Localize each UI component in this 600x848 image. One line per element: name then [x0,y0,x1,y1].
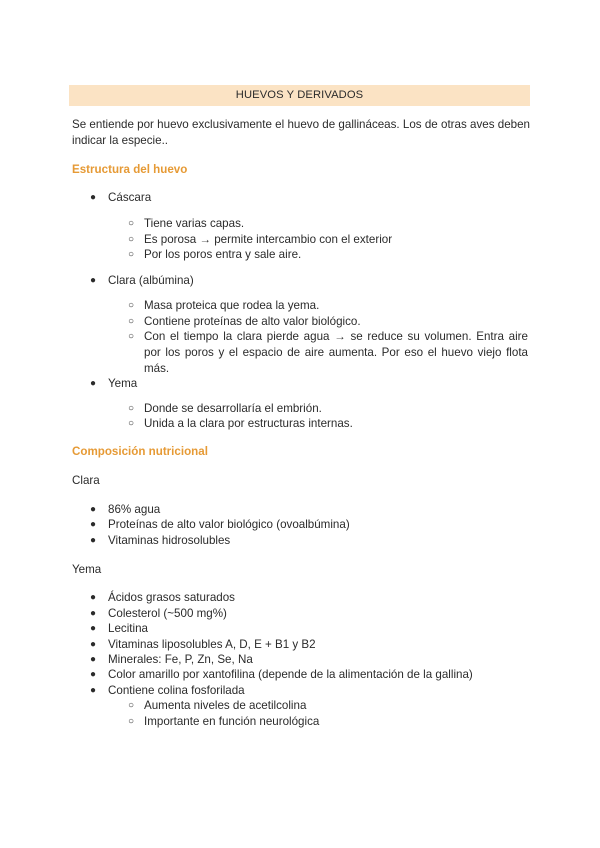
sub-list-item: Importante en función neurológica [144,715,320,728]
sub-bullet-icon: ○ [128,300,135,311]
bullet-icon: ● [90,639,97,650]
bullet-icon: ● [90,669,97,680]
sub-bullet-icon: ○ [128,234,135,245]
list-item: Lecitina [108,622,148,635]
list-item: Clara (albúmina) [108,274,194,287]
clara-label: Clara [72,474,100,487]
sub-list-item: Donde se desarrollaría el embrión. [144,402,322,415]
section-heading-composicion: Composición nutricional [72,445,208,458]
list-item: Contiene colina fosforilada [108,684,245,697]
bullet-icon: ● [90,504,97,515]
bullet-icon: ● [90,608,97,619]
sub-bullet-icon: ○ [128,331,135,342]
bullet-icon: ● [90,275,97,286]
list-item: Color amarillo por xantofilina (depende de la alimentación de la gallina) [108,668,473,681]
list-item: Cáscara [108,191,152,204]
list-item: Vitaminas hidrosolubles [108,534,231,547]
sub-bullet-icon: ○ [128,716,135,727]
section-heading-estructura: Estructura del huevo [72,163,188,176]
sub-bullet-icon: ○ [128,249,135,260]
list-item: 86% agua [108,503,161,516]
list-item: Yema [108,377,138,390]
sub-list-item: Es porosa → permite intercambio con el exterior [144,233,393,246]
list-item: Proteínas de alto valor biológico (ovoalbúmina) [108,518,350,531]
sub-list-item: Aumenta niveles de acetilcolina [144,699,307,712]
list-item: Ácidos grasos saturados [108,591,235,604]
bullet-icon: ● [90,654,97,665]
sub-bullet-icon: ○ [128,218,135,229]
intro-paragraph: Se entiende por huevo exclusivamente el huevo de gallináceas. Los de otras aves deben indicar la especie.. [72,118,530,147]
bullet-icon: ● [90,519,97,530]
bullet-icon: ● [90,592,97,603]
document-title: HUEVOS Y DERIVADOS [69,85,530,106]
sub-bullet-icon: ○ [128,403,135,414]
list-item: Minerales: Fe, P, Zn, Se, Na [108,653,253,666]
yema-label: Yema [72,563,102,576]
sub-list-item: Con el tiempo la clara pierde agua → se reduce su volumen. Entra aire por los poros y el espacio de aire aumenta. Por eso el huevo viejo flota más. [144,330,528,375]
list-item: Vitaminas liposolubles A, D, E + B1 y B2 [108,638,316,651]
sub-list-item: Tiene varias capas. [144,217,245,230]
sub-bullet-icon: ○ [128,418,135,429]
bullet-icon: ● [90,685,97,696]
bullet-icon: ● [90,192,97,203]
sub-bullet-icon: ○ [128,316,135,327]
bullet-icon: ● [90,378,97,389]
bullet-icon: ● [90,535,97,546]
sub-list-item: Unida a la clara por estructuras internas. [144,417,353,430]
sub-list-item: Masa proteica que rodea la yema. [144,299,320,312]
sub-list-item: Por los poros entra y sale aire. [144,248,302,261]
sub-bullet-icon: ○ [128,700,135,711]
bullet-icon: ● [90,623,97,634]
list-item: Colesterol (~500 mg%) [108,607,227,620]
sub-list-item: Contiene proteínas de alto valor biológico. [144,315,361,328]
